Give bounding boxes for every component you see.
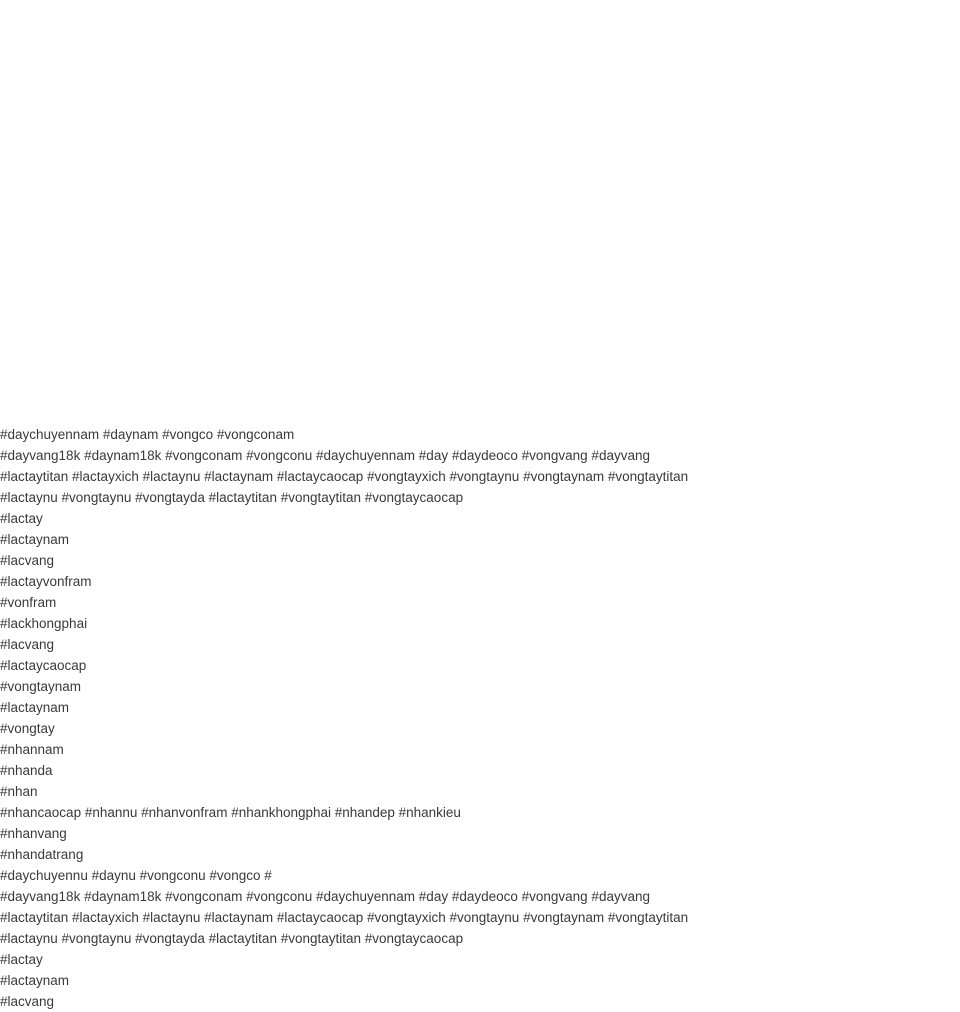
hashtag-line: #lactay [0,952,43,967]
hashtag-line: #lackhongphai [0,616,88,631]
hashtag-line: #dayvang18k #daynam18k #vongconam #vongconu #daychuyennam #day #daydeoco #vongvang #dayvang [0,448,650,463]
hashtag-line: #vongtay [0,721,55,736]
hashtag-line: #lacvang [0,637,55,652]
hashtag-line: #lactaytitan #lactayxich #lactaynu #lactaynam #lactaycaocap #vongtayxich #vongtaynu #vongtaynam #vongtaytitan [0,910,689,925]
hashtag-line: #nhanvang [0,826,67,841]
hashtag-line: #nhandatrang [0,847,84,862]
hashtag-line: #lactaynam [0,973,70,988]
hashtag-line: #lactaynam [0,532,70,547]
hashtag-line: #nhannam [0,742,64,757]
hashtag-line: #lacvang [0,994,55,1009]
hashtag-line: #lactaytitan #lactayxich #lactaynu #lactaynam #lactaycaocap #vongtayxich #vongtaynu #vongtaynam #vongtaytitan [0,469,689,484]
hashtag-line: #vonfram [0,595,57,610]
hashtag-line: #lactayvonfram [0,574,92,589]
hashtag-line: #nhan [0,784,38,799]
hashtag-line: #lactaynu #vongtaynu #vongtayda #lactaytitan #vongtaytitan #vongtaycaocap [0,931,464,946]
hashtag-line: #lacvang [0,553,55,568]
hashtag-line: #daychuyennam #daynam #vongco #vongconam [0,427,295,442]
hashtag-line: #dayvang18k #daynam18k #vongconam #vongconu #daychuyennam #day #daydeoco #vongvang #dayvang [0,889,650,904]
hashtag-line: #lactaynam [0,700,70,715]
hashtag-line: #vongtaynam [0,679,82,694]
hashtag-line: #lactaynu #vongtaynu #vongtayda #lactaytitan #vongtaytitan #vongtaycaocap [0,490,464,505]
hashtag-line: #lactaycaocap [0,658,87,673]
hashtag-list [0,424,960,1012]
hashtag-line: #daychuyennu #daynu #vongconu #vongco # [0,868,272,883]
hashtag-line: #nhancaocap #nhannu #nhanvonfram #nhankhongphai #nhandep #nhankieu [0,805,461,820]
blank-content-area [0,0,960,424]
hashtag-line: #nhanda [0,763,53,778]
hashtag-line: #lactay [0,511,43,526]
